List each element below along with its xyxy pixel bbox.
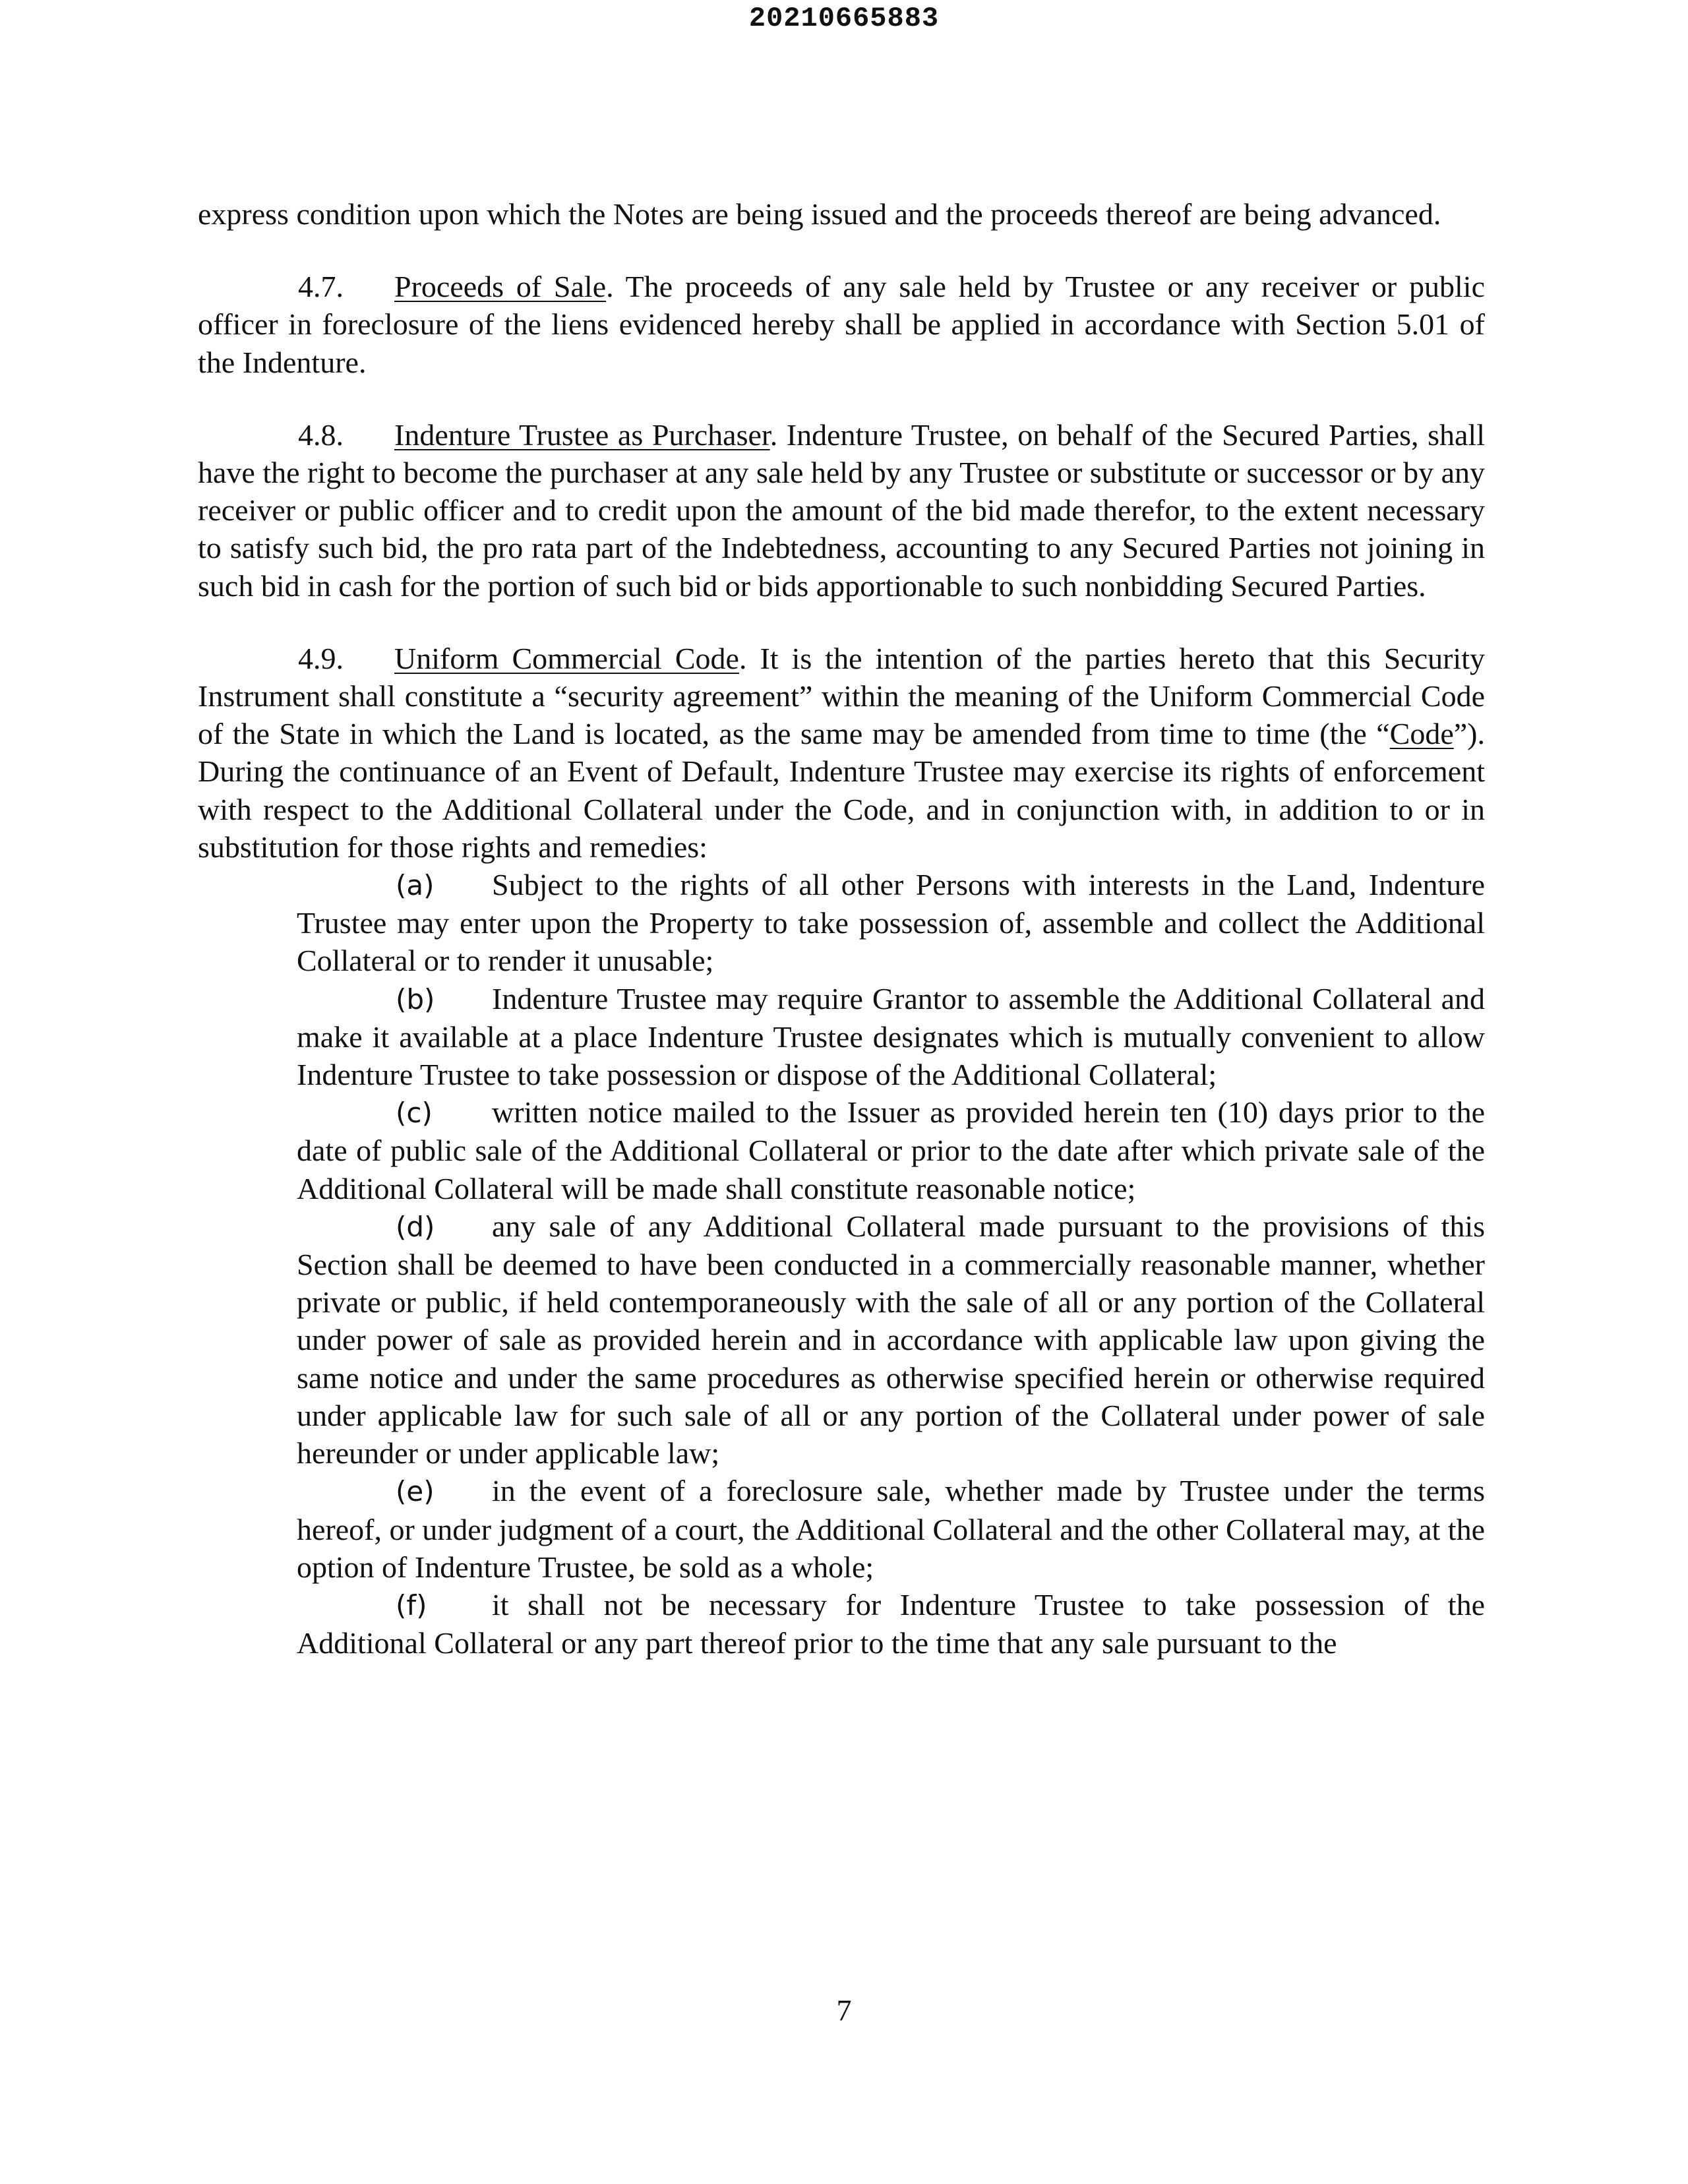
subsection-f	[297, 1586, 1485, 1662]
page-body	[198, 195, 1485, 1662]
subsection-b	[297, 980, 1485, 1094]
subsection-text: written notice mailed to the Issuer as provided herein ten (10) days prior to the date of public sale of the Additional Collateral or prior to the date after which private sale of the Additional Collateral will be made shall constitute reasonable notice;	[297, 1095, 1485, 1205]
subsection-a	[297, 866, 1485, 980]
section-number: 4.8.	[298, 417, 344, 452]
section-body: . Indenture Trustee, on behalf of the Secured Parties, shall have the right to become the purchaser at any sale held by any Trustee or substitute or successor or by any receiver or public officer and to credit upon the amount of the bid made therefor, to the extent necessary to satisfy such bid, the pro rata part of the Indebtedness, accounting to any Secured Parties not joining in such bid in cash for the portion of such bid or bids apportionable to such nonbidding Secured Parties.	[198, 417, 1485, 603]
subsection-text: it shall not be necessary for Indenture Trustee to take possession of the Additional Collateral or any part thereof prior to the time that any sale pursuant to the	[297, 1587, 1485, 1660]
defined-term-code: Code	[1389, 717, 1454, 751]
section-number: 4.7.	[298, 270, 344, 304]
subsection-label: (a)	[396, 869, 435, 902]
section-title: Proceeds of Sale	[394, 270, 607, 304]
section-4-9	[198, 640, 1485, 866]
intro-paragraph: express condition upon which the Notes are being issued and the proceeds thereof are being advanced.	[198, 197, 1441, 231]
section-body: . The proceeds of any sale held by Trustee or any receiver or public officer in foreclosure of the liens evidenced hereby shall be applied in accordance with Section 5.01 of the Indenture.	[198, 270, 1485, 379]
subsection-text: Indenture Trustee may require Grantor to assemble the Additional Collateral and make it available at a place Indenture Trustee designates which is mutually convenient to allow Indenture Trustee to take possession or dispose of the Additional Collateral;	[297, 981, 1485, 1092]
section-body: . It is the intention of the parties hereto that this Security Instrument shall constitute a “security agreement” within the meaning of the Uniform Commercial Code of the State in which the Land is located, as the same may be amended from time to time (the “	[198, 641, 1485, 751]
section-4-7	[198, 268, 1485, 381]
subsection-label: (c)	[396, 1097, 433, 1130]
subsection-e	[297, 1472, 1485, 1586]
section-number: 4.9.	[298, 641, 344, 675]
subsection-label: (b)	[396, 983, 435, 1016]
subsection-label: (e)	[396, 1475, 435, 1508]
subsection-d	[297, 1207, 1485, 1472]
subsection-text: any sale of any Additional Collateral made pursuant to the provisions of this Section shall be deemed to have been conducted in a commercially reasonable manner, whether private or public, if held contemporaneously with the sale of all or any portion of the Collateral under power of sale as provided herein and in accordance with applicable law upon giving the same notice and under the same procedures as otherwise specified herein or otherwise required under applicable law for such sale of all or any portion of the Collateral under power of sale hereunder or under applicable law;	[297, 1209, 1485, 1471]
document-number: 20210665883	[748, 3, 940, 34]
section-title: Uniform Commercial Code	[394, 641, 739, 675]
section-4-8	[198, 416, 1485, 605]
subsection-text: in the event of a foreclosure sale, whether made by Trustee under the terms hereof, or under judgment of a court, the Additional Collateral and the other Collateral may, at the option of Indenture Trustee, be sold as a whole;	[297, 1474, 1485, 1584]
section-body-continued: ”). During the continuance of an Event of Default, Indenture Trustee may exercise its rights of enforcement with respect to the Additional Collateral under the Code, and in conjunction with, in addition to or in substitution for those rights and remedies:	[198, 717, 1485, 864]
subsection-label: (d)	[396, 1210, 435, 1243]
subsection-c	[297, 1093, 1485, 1207]
subsection-label: (f)	[396, 1589, 427, 1622]
page-number: 7	[836, 1993, 852, 2027]
section-title: Indenture Trustee as Purchaser	[394, 417, 770, 452]
subsection-text: Subject to the rights of all other Persons with interests in the Land, Indenture Trustee may enter upon the Property to take possession of, assemble and collect the Additional Collateral or to render it unusable;	[297, 868, 1485, 978]
